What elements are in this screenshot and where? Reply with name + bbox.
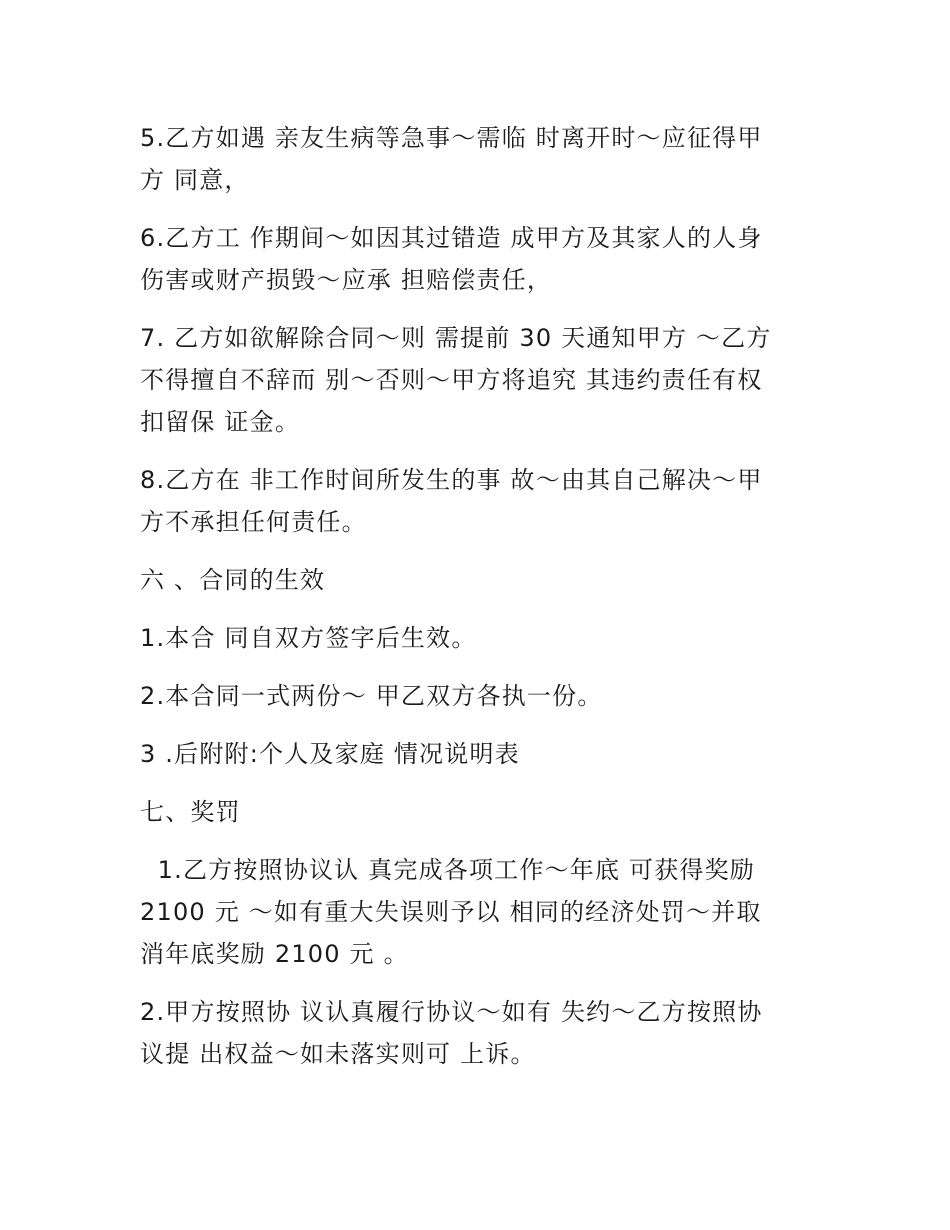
text-line: 消年底奖励 2100 元 。 [140, 940, 409, 968]
text-line: 2100 元 ～如有重大失误则予以 相同的经济处罚～并取 [140, 898, 762, 926]
section-title: 六 、合同的生效 [140, 566, 326, 594]
effect-clause-2 [140, 675, 812, 717]
text-line: 方 同意， [140, 166, 250, 194]
text-line: 1.乙方按照协议认 真完成各项工作～年底 可获得奖励 [140, 856, 756, 884]
clause-5 [140, 117, 812, 201]
section-heading-rewards [140, 791, 812, 833]
text-line: 伤害或财产损毁～应承 担赔偿责任， [140, 266, 553, 294]
text-line: 6.乙方工 作期间～如因其过错造 成甲方及其家人的人身 [140, 224, 763, 252]
text-line: 7. 乙方如欲解除合同～则 需提前 30 天通知甲方 ～乙方 [140, 324, 772, 352]
clause-6 [140, 217, 812, 301]
text-line: 8.乙方在 非工作时间所发生的事 故～由其自己解决～甲 [140, 466, 763, 494]
section-title: 七、奖罚 [140, 798, 241, 826]
text-line: 3 .后附附:个人及家庭 情况说明表 [140, 740, 520, 768]
text-line: 扣留保 证金。 [140, 408, 301, 436]
text-line: 不得擅自不辞而 别～否则～甲方将追究 其违约责任有权 [140, 366, 763, 394]
section-heading-effect [140, 559, 812, 601]
reward-clause-1 [140, 849, 812, 975]
clause-8 [140, 459, 812, 543]
text-line: 议提 出权益～如未落实则可 上诉。 [140, 1040, 536, 1068]
reward-clause-2 [140, 991, 812, 1075]
text-line: 2.本合同一式两份～ 甲乙双方各执一份。 [140, 682, 603, 710]
text-line: 1.本合 同自双方签字后生效。 [140, 624, 477, 652]
text-line: 5.乙方如遇 亲友生病等急事～需临 时离开时～应征得甲 [140, 124, 763, 152]
document-body [140, 117, 812, 1091]
text-line: 2.甲方按照协 议认真履行协议～如有 失约～乙方按照协 [140, 998, 763, 1026]
text-line: 方不承担任何责任。 [140, 508, 367, 536]
clause-7 [140, 317, 812, 443]
effect-clause-1 [140, 617, 812, 659]
effect-clause-3 [140, 733, 812, 775]
